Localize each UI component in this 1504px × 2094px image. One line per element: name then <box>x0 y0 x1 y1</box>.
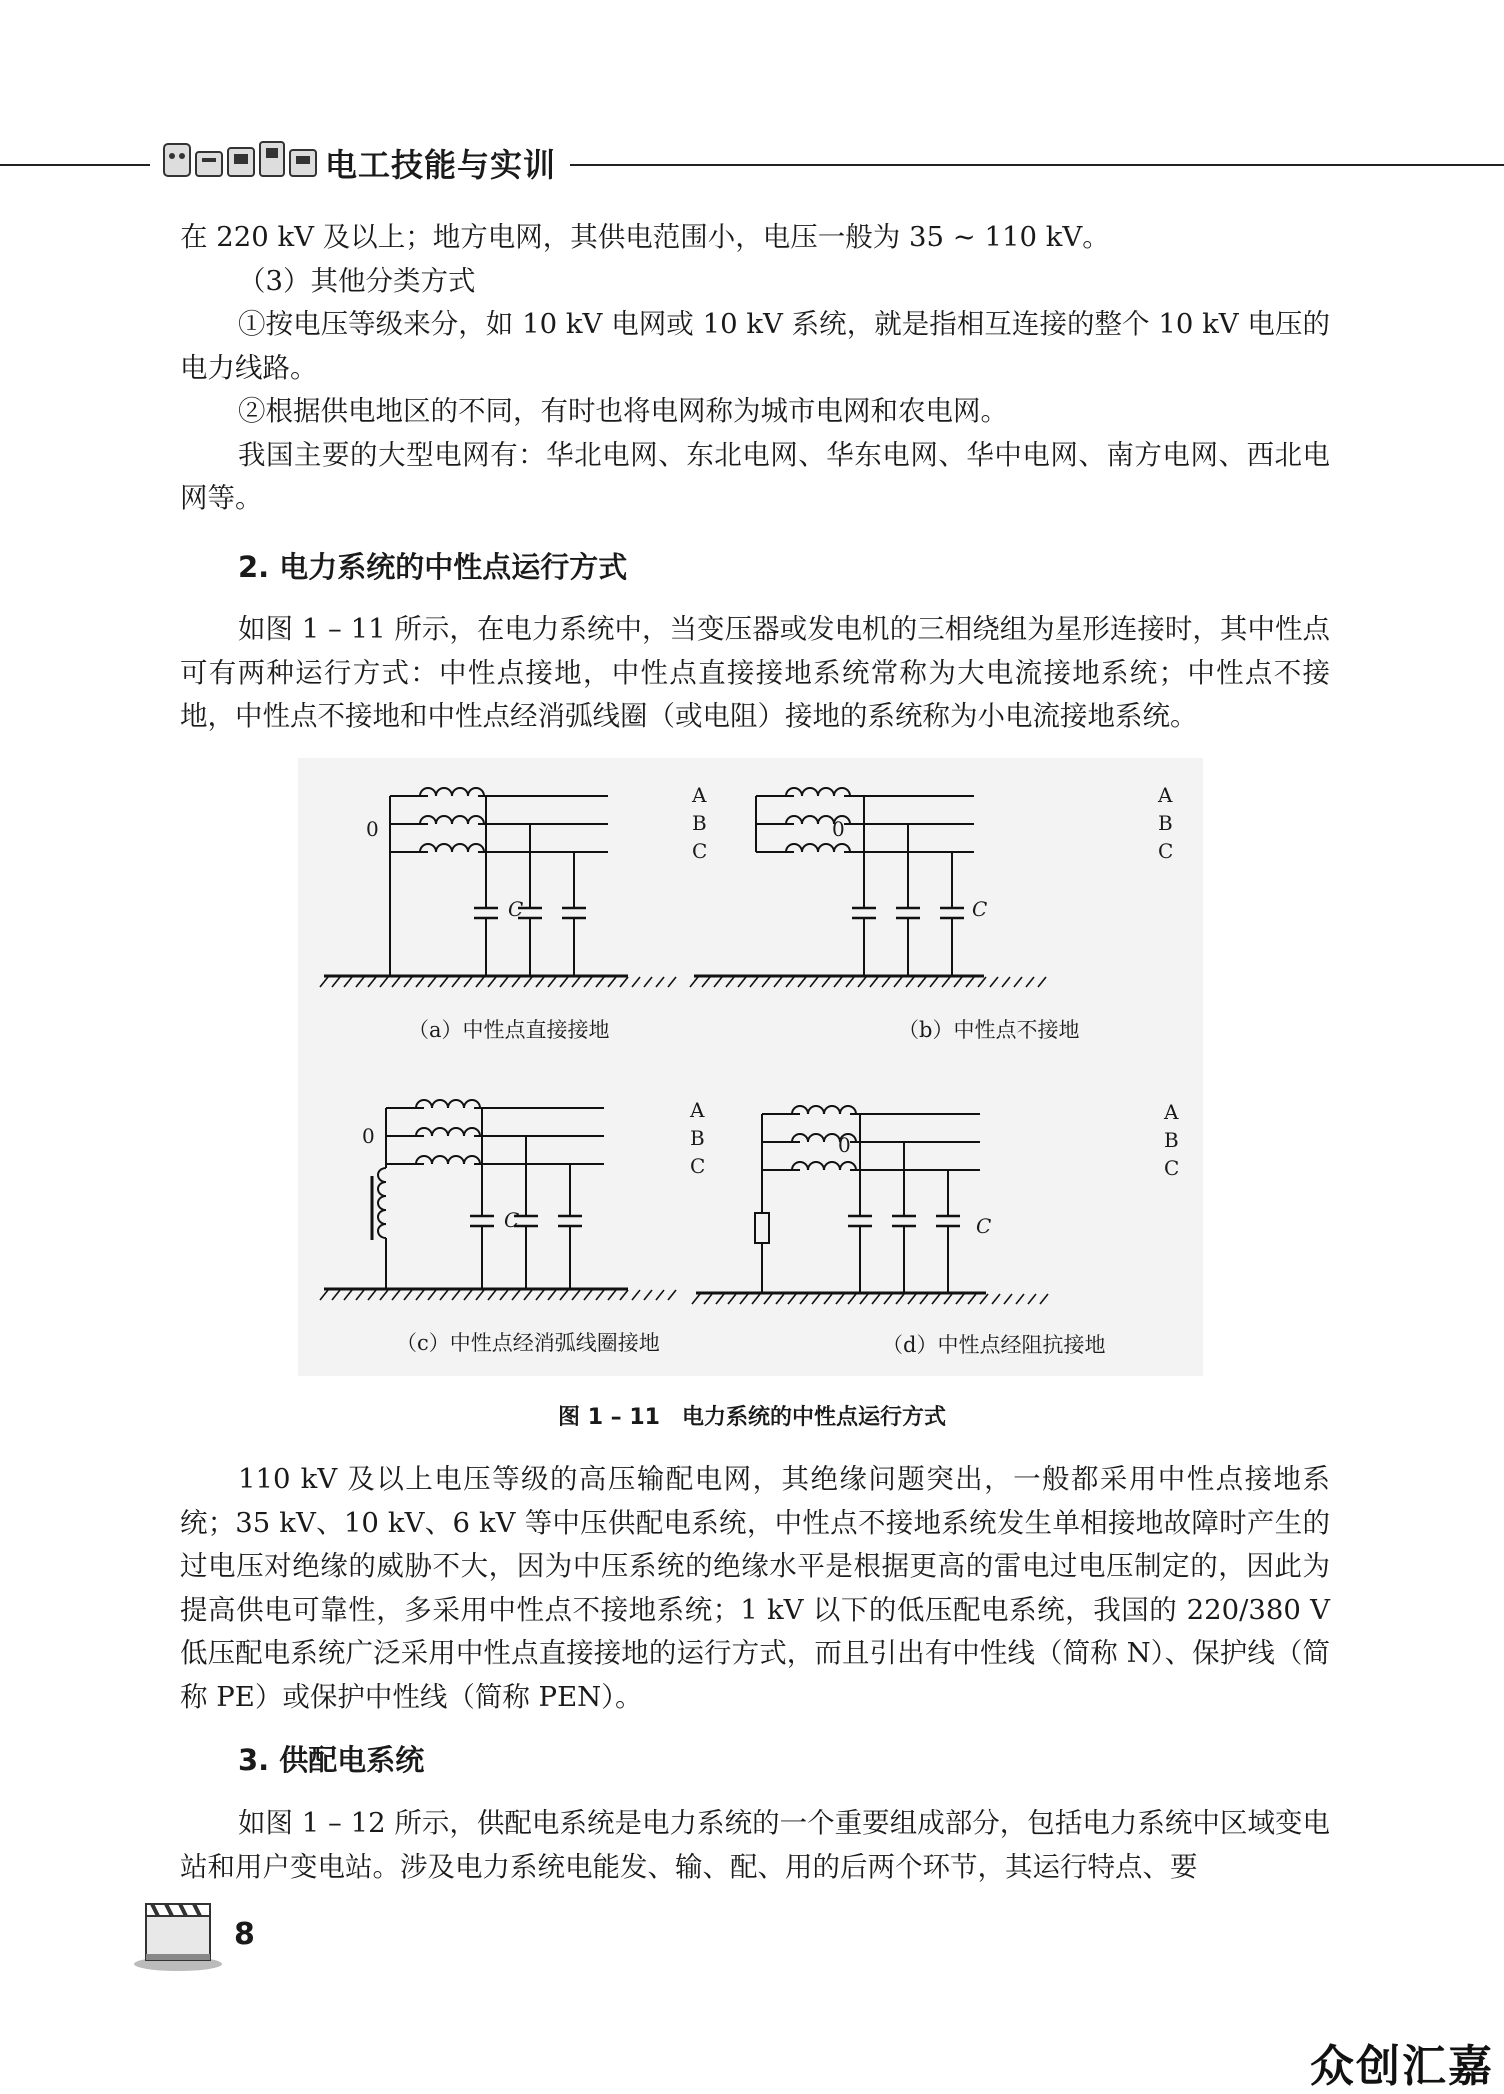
label-phase-a-d: A <box>1164 1100 1179 1124</box>
label-neutral-b: 0 <box>832 817 845 841</box>
header-logo-icon <box>160 134 320 182</box>
diagram-d-impedance-grounded <box>692 1106 1048 1304</box>
text-block-3 <box>180 1458 1330 1719</box>
label-phase-b-d: B <box>1164 1128 1179 1152</box>
label-capacitance-b: C <box>972 897 988 921</box>
section-heading-3: 3. 供配电系统 <box>238 1743 425 1777</box>
label-phase-c-c: C <box>690 1154 706 1178</box>
paragraph-region: ②根据供电地区的不同，有时也将电网称为城市电网和农电网。 <box>238 395 1008 427</box>
label-phase-c-a: C <box>692 839 708 863</box>
label-phase-b-b: B <box>1158 811 1173 835</box>
label-phase-a-a: A <box>692 783 707 807</box>
text-block-2 <box>180 608 1330 739</box>
paragraph-supply-system: 如图 1 – 12 所示，供配电系统是电力系统的一个重要组成部分，包括电力系统中区域变电站和用户变电站。涉及电力系统电能发、输、配、用的后两个环节，其运行特点、要 <box>180 1807 1330 1883</box>
label-neutral-a: 0 <box>366 817 379 841</box>
label-phase-b-a: B <box>692 811 707 835</box>
figure-title: 图 1 – 11 电力系统的中性点运行方式 <box>558 1405 946 1430</box>
header-title: 电工技能与实训 <box>325 146 557 184</box>
page-number: 8 <box>234 1917 255 1952</box>
text-block-4 <box>180 1802 1330 1889</box>
subsection-3-title: （3）其他分类方式 <box>238 264 476 297</box>
paragraph-major-grids: 我国主要的大型电网有：华北电网、东北电网、华东电网、华中电网、南方电网、西北电网等。 <box>180 438 1330 514</box>
header-rule-left <box>0 164 150 166</box>
label-phase-c-b: C <box>1158 839 1174 863</box>
watermark: 众创汇嘉 <box>1310 2041 1494 2092</box>
caption-c: （c）中性点经消弧线圈接地 <box>396 1331 660 1355</box>
paragraph-fig-intro: 如图 1 – 11 所示，在电力系统中，当变压器或发电机的三相绕组为星形连接时，其中性点可有两种运行方式：中性点接地，中性点直接接地系统常称为大电流接地系统；中性点不接地，中性点不接地和中性点经消弧线圈（或电阻）接地的系统称为小电流接地系统。 <box>180 613 1330 732</box>
header-rule-right <box>570 164 1504 166</box>
text-block-1 <box>180 216 1330 521</box>
label-phase-a-b: A <box>1158 783 1173 807</box>
section-heading-2: 2. 电力系统的中性点运行方式 <box>238 550 628 584</box>
paragraph-1: 在 220 kV 及以上；地方电网，其供电范围小，电压一般为 35 ~ 110 kV。 <box>180 221 1110 253</box>
paragraph-voltage-systems: 110 kV 及以上电压等级的高压输配电网，其绝缘问题突出，一般都采用中性点接地系统；35 kV、10 kV、6 kV 等中压供配电系统，中性点不接地系统发生单相接地故障时产生的过电压对绝缘的威胁不大，因为中压系统的绝缘水平是根据更高的雷电过电压制定的，因此为提高供电可靠性，多采用中性点不接地系统；1 kV 以下的低压配电系统，我国的 220/380 V 低压配电系统广泛采用中性点直接接地的运行方式，而且引出有中性线（简称 N）、保护线（简称 PE）或保护中性线（简称 PEN）。 <box>180 1463 1330 1713</box>
diagram-c-drawing <box>298 1056 658 1316</box>
label-phase-b-c: B <box>690 1126 705 1150</box>
clapperboard-icon <box>132 1892 224 1972</box>
label-phase-a-c: A <box>690 1098 705 1122</box>
label-neutral-c: 0 <box>362 1124 375 1148</box>
diagram-b-neutral-ungrounded <box>690 788 1046 987</box>
paragraph-voltage-class: ①按电压等级来分，如 10 kV 电网或 10 kV 系统，就是指相互连接的整个 10 kV 电压的电力线路。 <box>180 308 1330 384</box>
caption-a: （a）中性点直接接地 <box>408 1018 610 1042</box>
label-capacitance-c: C <box>504 1208 520 1232</box>
label-capacitance-a: C <box>508 897 524 921</box>
label-neutral-d: 0 <box>838 1133 851 1157</box>
caption-b: （b）中性点不接地 <box>898 1018 1080 1042</box>
label-phase-c-d: C <box>1164 1156 1180 1180</box>
label-capacitance-d: C <box>976 1214 992 1238</box>
caption-d: （d）中性点经阻抗接地 <box>882 1333 1106 1357</box>
